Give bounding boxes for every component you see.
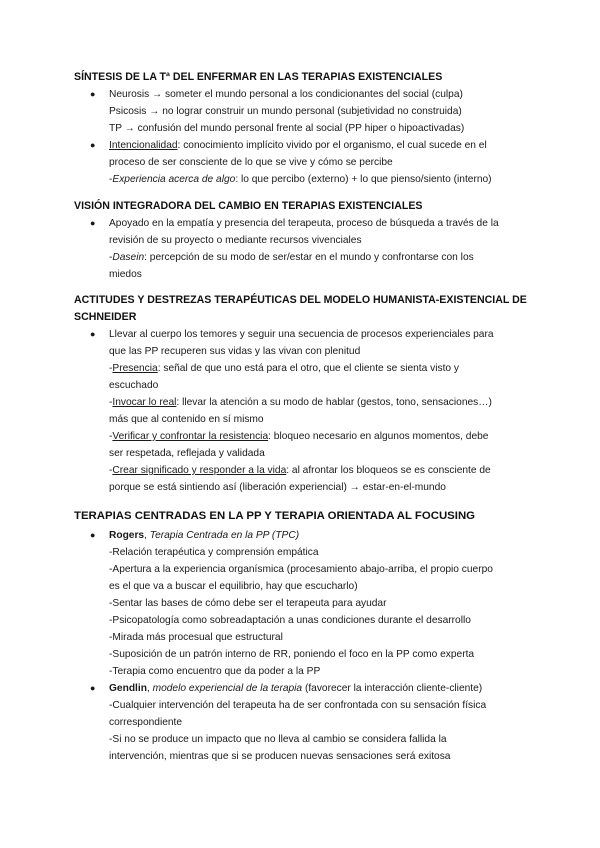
text-line: -Experiencia acerca de algo: lo que percibo (externo) + lo que pienso/siento (interno) <box>109 174 492 185</box>
bullet-list <box>74 215 534 283</box>
bullet-list <box>74 527 534 765</box>
bullet-icon: ● <box>90 89 96 99</box>
list-item <box>74 86 534 137</box>
text-line: TP → confusión del mundo personal frente al social (PP hiper o hipoactivadas) <box>109 123 465 134</box>
bullet-icon: ● <box>90 683 96 693</box>
bullet-list <box>74 86 534 188</box>
text-line: que las PP recuperen sus vidas y las vivan con plenitud <box>109 346 361 357</box>
text-line: -Dasein: percepción de su modo de ser/estar en el mundo y confrontarse con los <box>109 252 474 263</box>
underlined-term: Invocar lo real <box>112 397 177 408</box>
text-line: ser respetada, reflejada y validada <box>109 448 265 459</box>
bullet-icon: ● <box>90 218 96 228</box>
text-line: proceso de ser consciente de lo que se vive y cómo se percibe <box>109 157 393 168</box>
underlined-term: Crear significado y responder a la vida <box>112 465 287 476</box>
text-line: Intencionalidad: conocimiento implícito vivido por el organismo, el cual sucede en el <box>109 140 487 151</box>
underlined-term: Intencionalidad <box>109 140 178 151</box>
text-line: Apoyado en la empatía y presencia del terapeuta, proceso de búsqueda a través de la <box>109 218 499 229</box>
text-line: miedos <box>109 269 142 280</box>
text-line: Psicosis → no lograr construir un mundo personal (subjetividad no construida) <box>109 106 462 117</box>
section-terapias-centradas <box>74 508 534 765</box>
text-line: -Si no se produce un impacto que no lleva al cambio se considera fallida la <box>109 734 447 745</box>
section-sintesis <box>74 69 534 188</box>
text-line: intervención, mientras que si se producen nuevas sensaciones será exitosa <box>109 751 451 762</box>
text-line: escuchado <box>109 380 159 391</box>
text-line: Llevar al cuerpo los temores y seguir una secuencia de procesos experienciales para <box>109 329 494 340</box>
text-line: correspondiente <box>109 717 183 728</box>
text-line: Neurosis → someter el mundo personal a los condicionantes del social (culpa) <box>109 89 463 100</box>
text-line: Rogers, Terapia Centrada en la PP (TPC) <box>109 530 300 541</box>
text-line: -Apertura a la experiencia organísmica (procesamiento abajo-arriba, el propio cuerpo <box>109 564 493 575</box>
italic-term: Dasein <box>112 252 145 263</box>
italic-term: Experiencia acerca de algo <box>112 174 236 185</box>
bullet-icon: ● <box>90 530 96 540</box>
text-line: -Mirada más procesual que estructural <box>109 632 283 643</box>
section-heading: ACTITUDES Y DESTREZAS TERAPÉUTICAS DEL MODELO HUMANISTA-EXISTENCIAL DE SCHNEIDER <box>74 294 527 323</box>
section-heading: VISIÓN INTEGRADORA DEL CAMBIO EN TERAPIAS EXISTENCIALES <box>74 200 423 212</box>
italic-term: modelo experiencial de la terapia <box>152 683 303 694</box>
list-item <box>74 680 534 765</box>
text-line: -Suposición de un patrón interno de RR, poniendo el foco en la PP como experta <box>109 649 475 660</box>
section-heading: SÍNTESIS DE LA Tª DEL ENFERMAR EN LAS TERAPIAS EXISTENCIALES <box>74 71 443 83</box>
section-vision-integradora <box>74 198 534 283</box>
text-line: es el que va a buscar el equilibrio, hay que escucharlo) <box>109 581 358 592</box>
text-line: -Verificar y confrontar la resistencia: bloqueo necesario en algunos momentos, debe <box>109 431 489 442</box>
italic-term: Terapia Centrada en la PP (TPC) <box>149 530 300 541</box>
text-line: -Invocar lo real: llevar la atención a su modo de hablar (gestos, tono, sensaciones…) <box>109 397 492 408</box>
section-heading: TERAPIAS CENTRADAS EN LA PP Y TERAPIA ORIENTADA AL FOCUSING <box>74 510 476 522</box>
bullet-list <box>74 326 534 496</box>
text-line: porque se está sintiendo así (liberación experiencial) → estar-en-el-mundo <box>109 482 446 493</box>
text-line: -Sentar las bases de cómo debe ser el terapeuta para ayudar <box>109 598 387 609</box>
text-line: más que al contenido en sí mismo <box>109 414 264 425</box>
text-line: revisión de su proyecto o mediante recursos vivenciales <box>109 235 362 246</box>
author-name: Rogers <box>109 530 145 541</box>
text-line: -Cualquier intervención del terapeuta ha de ser confrontada con su sensación física <box>109 700 487 711</box>
text-line: -Crear significado y responder a la vida: al afrontar los bloqueos se es consciente de <box>109 465 491 476</box>
list-item <box>74 137 534 188</box>
bullet-icon: ● <box>90 329 96 339</box>
text-line: -Presencia: señal de que uno está para el otro, que el cliente se sienta visto y <box>109 363 460 374</box>
section-actitudes-destrezas <box>74 292 534 496</box>
list-item <box>74 527 534 680</box>
underlined-term: Presencia <box>112 363 158 374</box>
list-item <box>74 326 534 496</box>
text-line: -Relación terapéutica y comprensión empática <box>109 547 319 558</box>
list-item <box>74 215 534 283</box>
bullet-icon: ● <box>90 140 96 150</box>
text-line: -Psicopatología como sobreadaptación a unas condiciones durante el desarrollo <box>109 615 471 626</box>
author-name: Gendlin <box>109 683 147 694</box>
text-line: Gendlin, modelo experiencial de la terapia (favorecer la interacción cliente-cliente) <box>109 683 483 694</box>
underlined-term: Verificar y confrontar la resistencia <box>112 431 269 442</box>
text-line: -Terapia como encuentro que da poder a la PP <box>109 666 321 677</box>
